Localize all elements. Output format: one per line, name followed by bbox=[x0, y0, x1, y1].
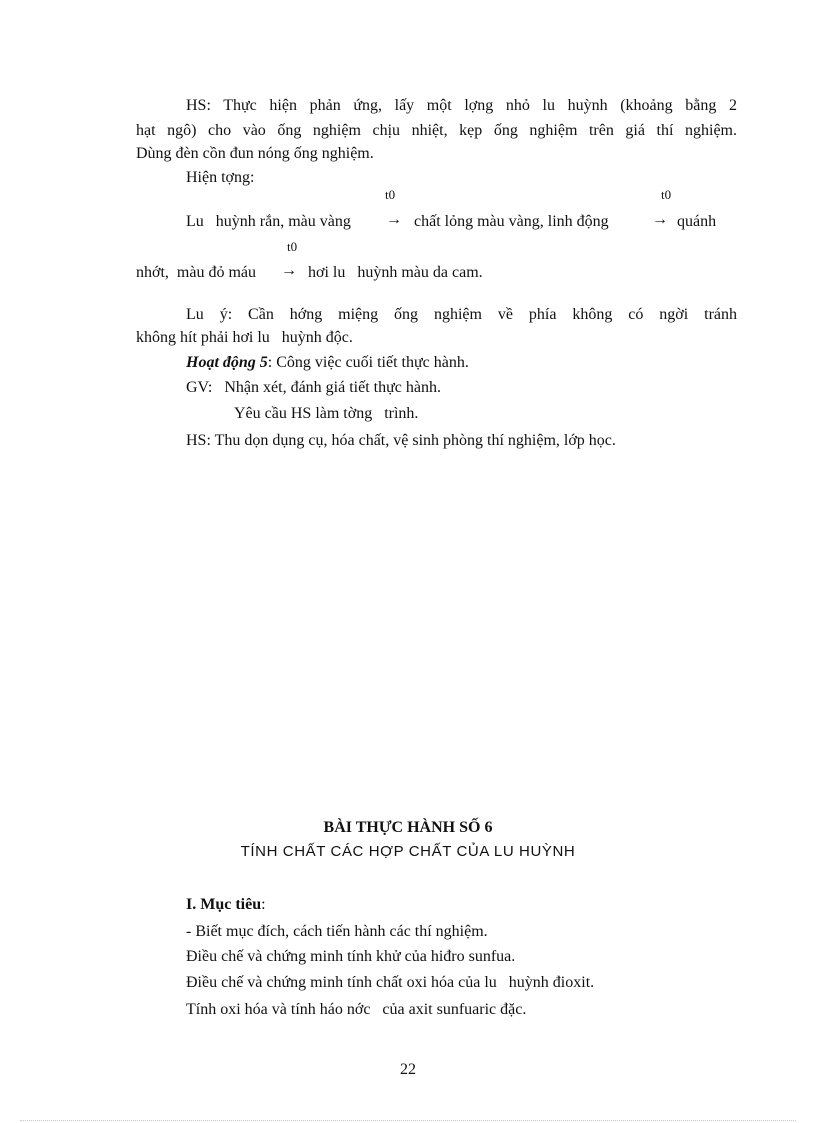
objective-item: - Biết mục đích, cách tiến hành các thí nghiệm. bbox=[186, 923, 488, 940]
heat-symbol-1: t0 bbox=[385, 187, 396, 202]
lesson-title: BÀI THỰC HÀNH SỐ 6 bbox=[323, 819, 493, 836]
para1-line3: Dùng đèn cồn đun nóng ống nghiệm. bbox=[136, 145, 374, 162]
arrow-icon: → bbox=[652, 211, 668, 228]
objective-item: Điều chế và chứng minh tính chất oxi hóa của lu huỳnh đioxit. bbox=[186, 974, 595, 991]
note-line2: không hít phải hơi lu huỳnh độc. bbox=[136, 329, 353, 346]
phenomenon-line1-b: chất lỏng màu vàng, linh động bbox=[414, 213, 609, 230]
phenomenon-label: Hiện tợng: bbox=[186, 169, 255, 186]
objectives-heading-colon: : bbox=[261, 896, 266, 913]
arrow-icon: → bbox=[281, 262, 297, 279]
phenomenon-line1-a: Lu huỳnh rắn, màu vàng bbox=[186, 213, 351, 230]
phenomenon-line2-b: hơi lu huỳnh màu da cam. bbox=[308, 264, 483, 281]
lesson-subtitle: TÍNH CHẤT CÁC HỢP CHẤT CỦA LU HUỲNH bbox=[240, 843, 576, 860]
page-bottom-divider bbox=[20, 1120, 796, 1121]
teacher-line2: Yêu cầu HS làm tờng trình. bbox=[234, 405, 419, 422]
activity5-title: Hoạt động 5 bbox=[186, 354, 268, 371]
heat-symbol-2: t0 bbox=[661, 187, 672, 202]
page-number: 22 bbox=[400, 1061, 416, 1078]
para1-line1: HS: Thực hiện phản ứng, lấy một lợng nhỏ lu huỳnh (khoảng bằng 2 bbox=[186, 97, 737, 114]
phenomenon-line1-c: quánh bbox=[677, 213, 717, 230]
activity5-heading bbox=[186, 353, 469, 373]
objective-item: Tính oxi hóa và tính háo nớc của axit sunfuaric đặc. bbox=[186, 1001, 527, 1018]
arrow-icon: → bbox=[386, 211, 402, 228]
objectives-heading-text: I. Mục tiêu bbox=[186, 896, 262, 913]
objective-item: Điều chế và chứng minh tính khử của hiđro sunfua. bbox=[186, 948, 516, 965]
phenomenon-line2-a: nhớt, màu đỏ máu bbox=[136, 264, 256, 281]
teacher-line1: GV: Nhận xét, đánh giá tiết thực hành. bbox=[186, 379, 441, 396]
objectives-heading bbox=[186, 895, 266, 915]
heat-symbol-3: t0 bbox=[287, 239, 298, 254]
activity5-text: : Công việc cuối tiết thực hành. bbox=[267, 354, 469, 371]
students-line1: HS: Thu dọn dụng cụ, hóa chất, vệ sinh phòng thí nghiệm, lớp học. bbox=[186, 432, 616, 449]
note-line1: Lu ý: Cần hớng miệng ống nghiệm về phía không có ngời tránh bbox=[186, 306, 737, 323]
para1-line2: hạt ngô) cho vào ống nghiệm chịu nhiệt, kẹp ống nghiệm trên giá thí nghiệm. bbox=[136, 122, 737, 139]
